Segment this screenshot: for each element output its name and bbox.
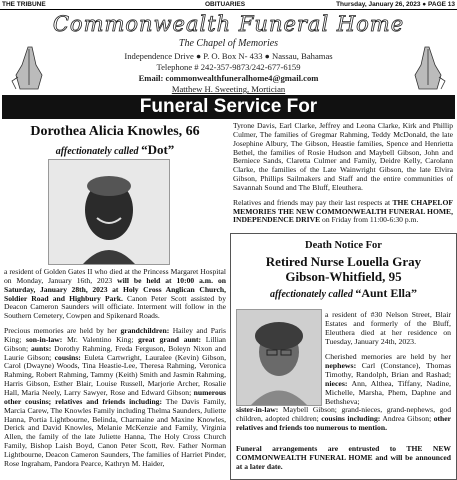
paper-name: THE TRIBUNE xyxy=(2,1,46,8)
arrangements-text: Funeral arrangements are entrusted to THE NEW COMMONWEALTH FUNERAL HOME and will be announced at a later date. xyxy=(236,444,451,471)
survivors-paragraph: Precious memories are held by her grandchildren: Hailey and Paris King; son-in-law: Mr. Valentino King; great grand aunt: Lillian Gibson; aunts: Dorothy Rahming, Freda Ferguson, Boleyn Nixon and Laurie Gibson; cousins: Euleta Cartwright, Lauralee (Kevin) Gibson, Carol (Dwayne) Woods, Tina Heastie-Lee, Theresa Rahming, Veronica Rahming, Robert Rahming, Tammy (Keith) Smith and Jasmin Rahming, Harris Gibson, Esther Blair, Louise Russell, Marjorie Archer, Rosalie Hall, Maria Neely, Larry Sawyer, Rose and Edward Gibson; numerous other cousins; relatives and friends including: The Davis Family, Marcia Carew, The Knowles Family including Thelma Saunders, Juliette Hanna, Portia Lightbourne, Belinda, Charmaine and Maxine Knowles, Derick and David Knowles, Melanie McKenzie and Family, Virginia Allen, the family of the late Juliette Hanna, The Holy Cross Church Family, Bishop Laish Boyd, Canon Peter Scott, Rev. Father Norman Lightbourne, Deacon Cameron Saunders, The families of Harriet Pinder, Rose Ingraham, Pandora Pearce, Kathryn M. Haider, xyxy=(4,326,226,468)
page-header xyxy=(0,0,457,10)
mortician: Matthew H. Sweeting, Mortician xyxy=(171,84,286,94)
nickname: “Dot” xyxy=(141,142,175,157)
notice-survivors-paragraph: Cherished memories are held by her nephews: Carl (Constance), Thomas Timothy, Randolph, Brian and Rashad; nieces: Ann, Althea, Tiffany, Nadine, Michelle, Marsha, Phem, Daphne and Bethsheva; xyxy=(325,352,451,406)
death-notice-label: Death Notice For xyxy=(305,240,382,251)
chapel-subtitle: The Chapel of Memories xyxy=(178,38,279,49)
portrait-photo xyxy=(48,159,170,265)
masthead xyxy=(2,11,455,94)
nickname-line: affectionately called “Dot” xyxy=(55,142,175,157)
viewing-paragraph: Relatives and friends may pay their last respects at THE CHAPELOF MEMORIES THE NEW COMMONWEALTH FUNERAL HOME, INDEPENDENCE DRIVE on Friday from 11:00-6:30 p.m. xyxy=(233,197,453,225)
funeral-service-banner: Funeral Service For xyxy=(2,95,455,119)
funeral-home-title: Commonwealth Funeral Home xyxy=(52,12,405,36)
right-continued-text: Tyrone Davis, Earl Clarke, Jeffrey and Leona Clarke, Kirk and Phillip Culmer, The families of Gregmar Rahming, Teddy McDonald, the late Josephine Albury, The Gibson, Heastie families, Spence and Henrietta Bethel, the families of Rosie Hudson and Maybell Gibson, John and Berniece Sands, Claretta Culmer and Family, Deidre Kelly, Carolann Clarke, the families of the Late Wainwright Gibson, the late Elvira Gibson, Phillips Sailmakers and Staff and the entire communities of Savannah Sound and The Bluff, Eleuthera. Relatives and friends may pay their last respects at THE CHAPELOF MEMORIES THE NEW COMMONWEALTH FUNERAL HOME, INDEPENDENCE DRIVE on Friday from 11:00-6:30 p.m. xyxy=(233,121,453,225)
left-body-text xyxy=(4,268,226,475)
email: Email: commonwealthfuneralhome4@gmail.com xyxy=(138,73,319,83)
notice-portrait-photo xyxy=(236,309,322,406)
notice-name-line2: Gibson-Whitfield, 95 xyxy=(285,269,402,284)
notice-residence-text: a resident of #30 Nelson Street, Blair Estates and formerly of the Bluff, Eleuthera died at her residence on Tuesday, January 24th, 2023. Cherished memories are held by her nephews: Carl (Constance), Thomas Timothy, Randolph, Brian and Rashad; nieces: Ann, Althea, Tiffany, Nadine, Michelle, Marsha, Phem, Daphne and Bethsheva; xyxy=(325,310,451,406)
telephone: Telephone # 242-357-9873/242-677-6159 xyxy=(156,62,301,72)
notice-relatives-text: sister-in-law: Maybell Gibson; grand-nieces, grand-nephews, god children, adopted children; cousins including: Andrea Gibson; other relatives and friends too numerous to mention. xyxy=(236,405,451,432)
notice-nickname-line: affectionately called “Aunt Ella” xyxy=(269,286,418,300)
service-paragraph: a resident of Golden Gates II who died at the Princess Margaret Hospital on Monday, January 16th, 2023 will be held at 10:00 a.m. on Saturday, January 28th, 2023 at Holy Cross Anglican Church, Soldier Road and Highbury Park. Canon Peter Scott assisted by Deacon Cameron Saunders will officiate. Interment will follow in the Southern Cemetery, Cowpen and Spikenard Roads. xyxy=(4,267,226,321)
death-notice-box xyxy=(230,233,457,480)
deceased-name: Dorothea Alicia Knowles, 66 xyxy=(30,124,200,139)
notice-nickname: “Aunt Ella” xyxy=(355,286,418,300)
notice-name-line1: Retired Nurse Louella Gray xyxy=(265,254,422,269)
address: Independence Drive ● P. O. Box N- 433 ● Nassau, Bahamas xyxy=(124,51,333,61)
date-page: Thursday, January 26, 2023 ● PAGE 13 xyxy=(336,1,455,8)
section-name: OBITUARIES xyxy=(205,1,246,8)
